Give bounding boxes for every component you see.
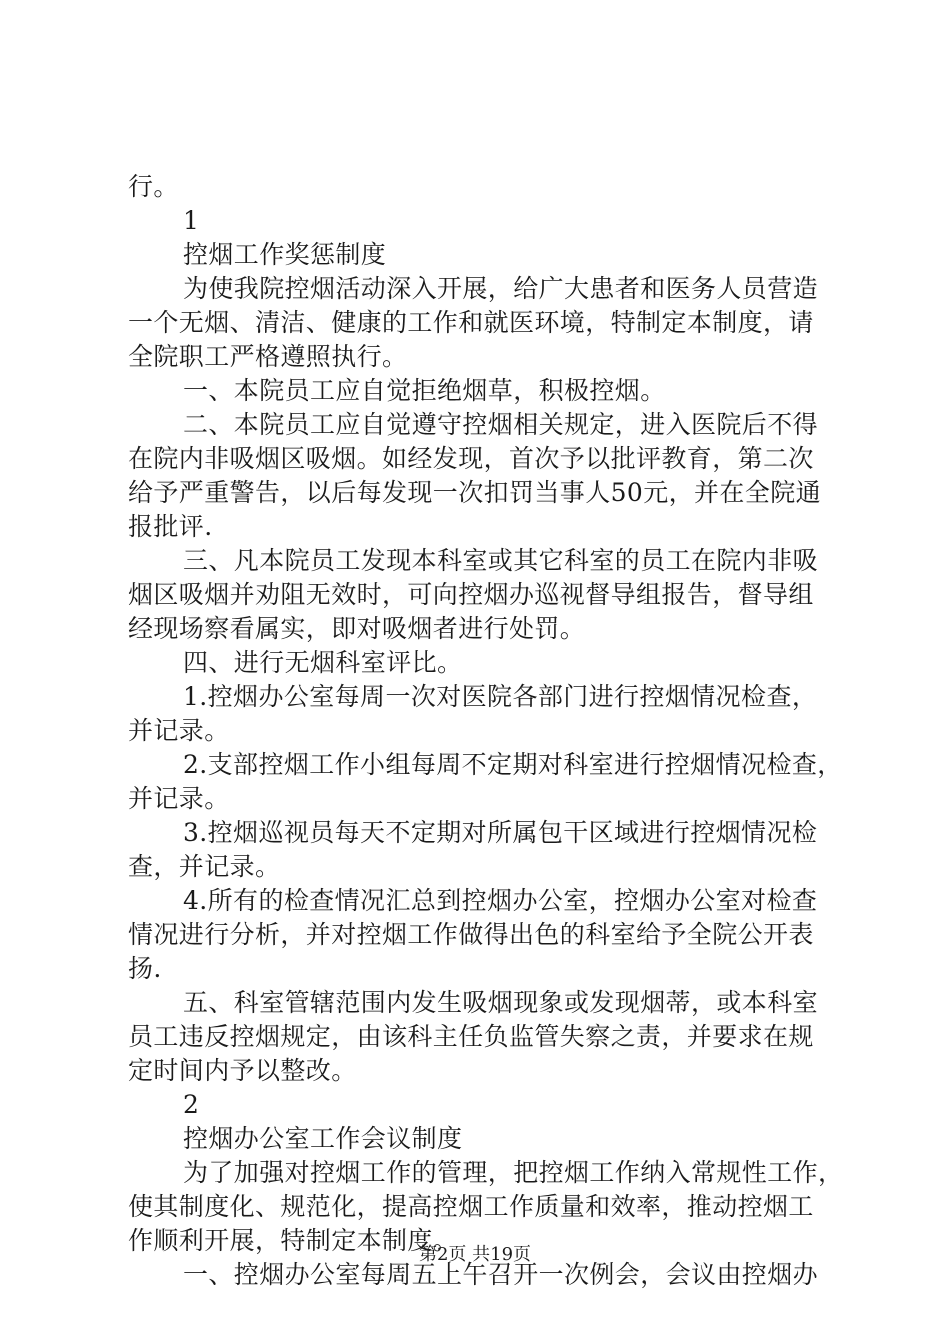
section-number: 1 — [183, 206, 200, 235]
text-line: 行。 — [128, 172, 179, 201]
text-line: 2.支部控烟工作小组每周不定期对科室进行控烟情况检查， — [183, 750, 843, 779]
text-line: 作顺利开展，特制定本制度。 — [128, 1226, 459, 1255]
text-line: 4.所有的检查情况汇总到控烟办公室，控烟办公室对检查 — [183, 886, 818, 915]
text-line: 四、进行无烟科室评比。 — [183, 648, 463, 677]
document-body — [128, 170, 844, 1292]
text-line: 扬. — [128, 954, 162, 983]
text-line: 报批评. — [128, 512, 213, 541]
text-line: 使其制度化、规范化，提高控烟工作质量和效率，推动控烟工 — [128, 1192, 814, 1221]
text-line: 经现场察看属实，即对吸烟者进行处罚。 — [128, 614, 586, 643]
section-heading: 控烟办公室工作会议制度 — [183, 1124, 463, 1153]
text-line: 一、控烟办公室每周五上午召开一次例会，会议由控烟办 — [183, 1260, 819, 1289]
text-line: 3.控烟巡视员每天不定期对所属包干区域进行控烟情况检 — [183, 818, 818, 847]
text-line: 三、凡本院员工发现本科室或其它科室的员工在院内非吸 — [183, 546, 819, 575]
section-number: 2 — [183, 1090, 200, 1119]
text-line: 1.控烟办公室每周一次对医院各部门进行控烟情况检查， — [183, 682, 818, 711]
section-heading: 控烟工作奖惩制度 — [183, 240, 387, 269]
text-line: 五、科室管辖范围内发生吸烟现象或发现烟蒂，或本科室 — [183, 988, 819, 1017]
text-line: 一、本院员工应自觉拒绝烟草，积极控烟。 — [183, 376, 666, 405]
text-line: 全院职工严格遵照执行。 — [128, 342, 408, 371]
text-line: 情况进行分析，并对控烟工作做得出色的科室给予全院公开表 — [128, 920, 814, 949]
text-line: 在院内非吸烟区吸烟。如经发现，首次予以批评教育，第二次 — [128, 444, 814, 473]
page-footer: 第2页 共19页 — [418, 1244, 532, 1265]
text-line: 一个无烟、清洁、健康的工作和就医环境，特制定本制度，请 — [128, 308, 814, 337]
text-line: 给予严重警告，以后每发现一次扣罚当事人50元，并在全院通 — [128, 478, 822, 507]
text-line: 查，并记录。 — [128, 852, 281, 881]
text-line: 并记录。 — [128, 716, 230, 745]
text-line: 并记录。 — [128, 784, 230, 813]
text-line: 员工违反控烟规定，由该科主任负监管失察之责，并要求在规 — [128, 1022, 814, 1051]
text-line: 烟区吸烟并劝阻无效时，可向控烟办巡视督导组报告，督导组 — [128, 580, 814, 609]
text-line: 为了加强对控烟工作的管理，把控烟工作纳入常规性工作， — [183, 1158, 844, 1187]
text-line: 为使我院控烟活动深入开展，给广大患者和医务人员营造 — [183, 274, 819, 303]
text-line: 定时间内予以整改。 — [128, 1056, 357, 1085]
text-line: 二、本院员工应自觉遵守控烟相关规定，进入医院后不得 — [183, 410, 819, 439]
